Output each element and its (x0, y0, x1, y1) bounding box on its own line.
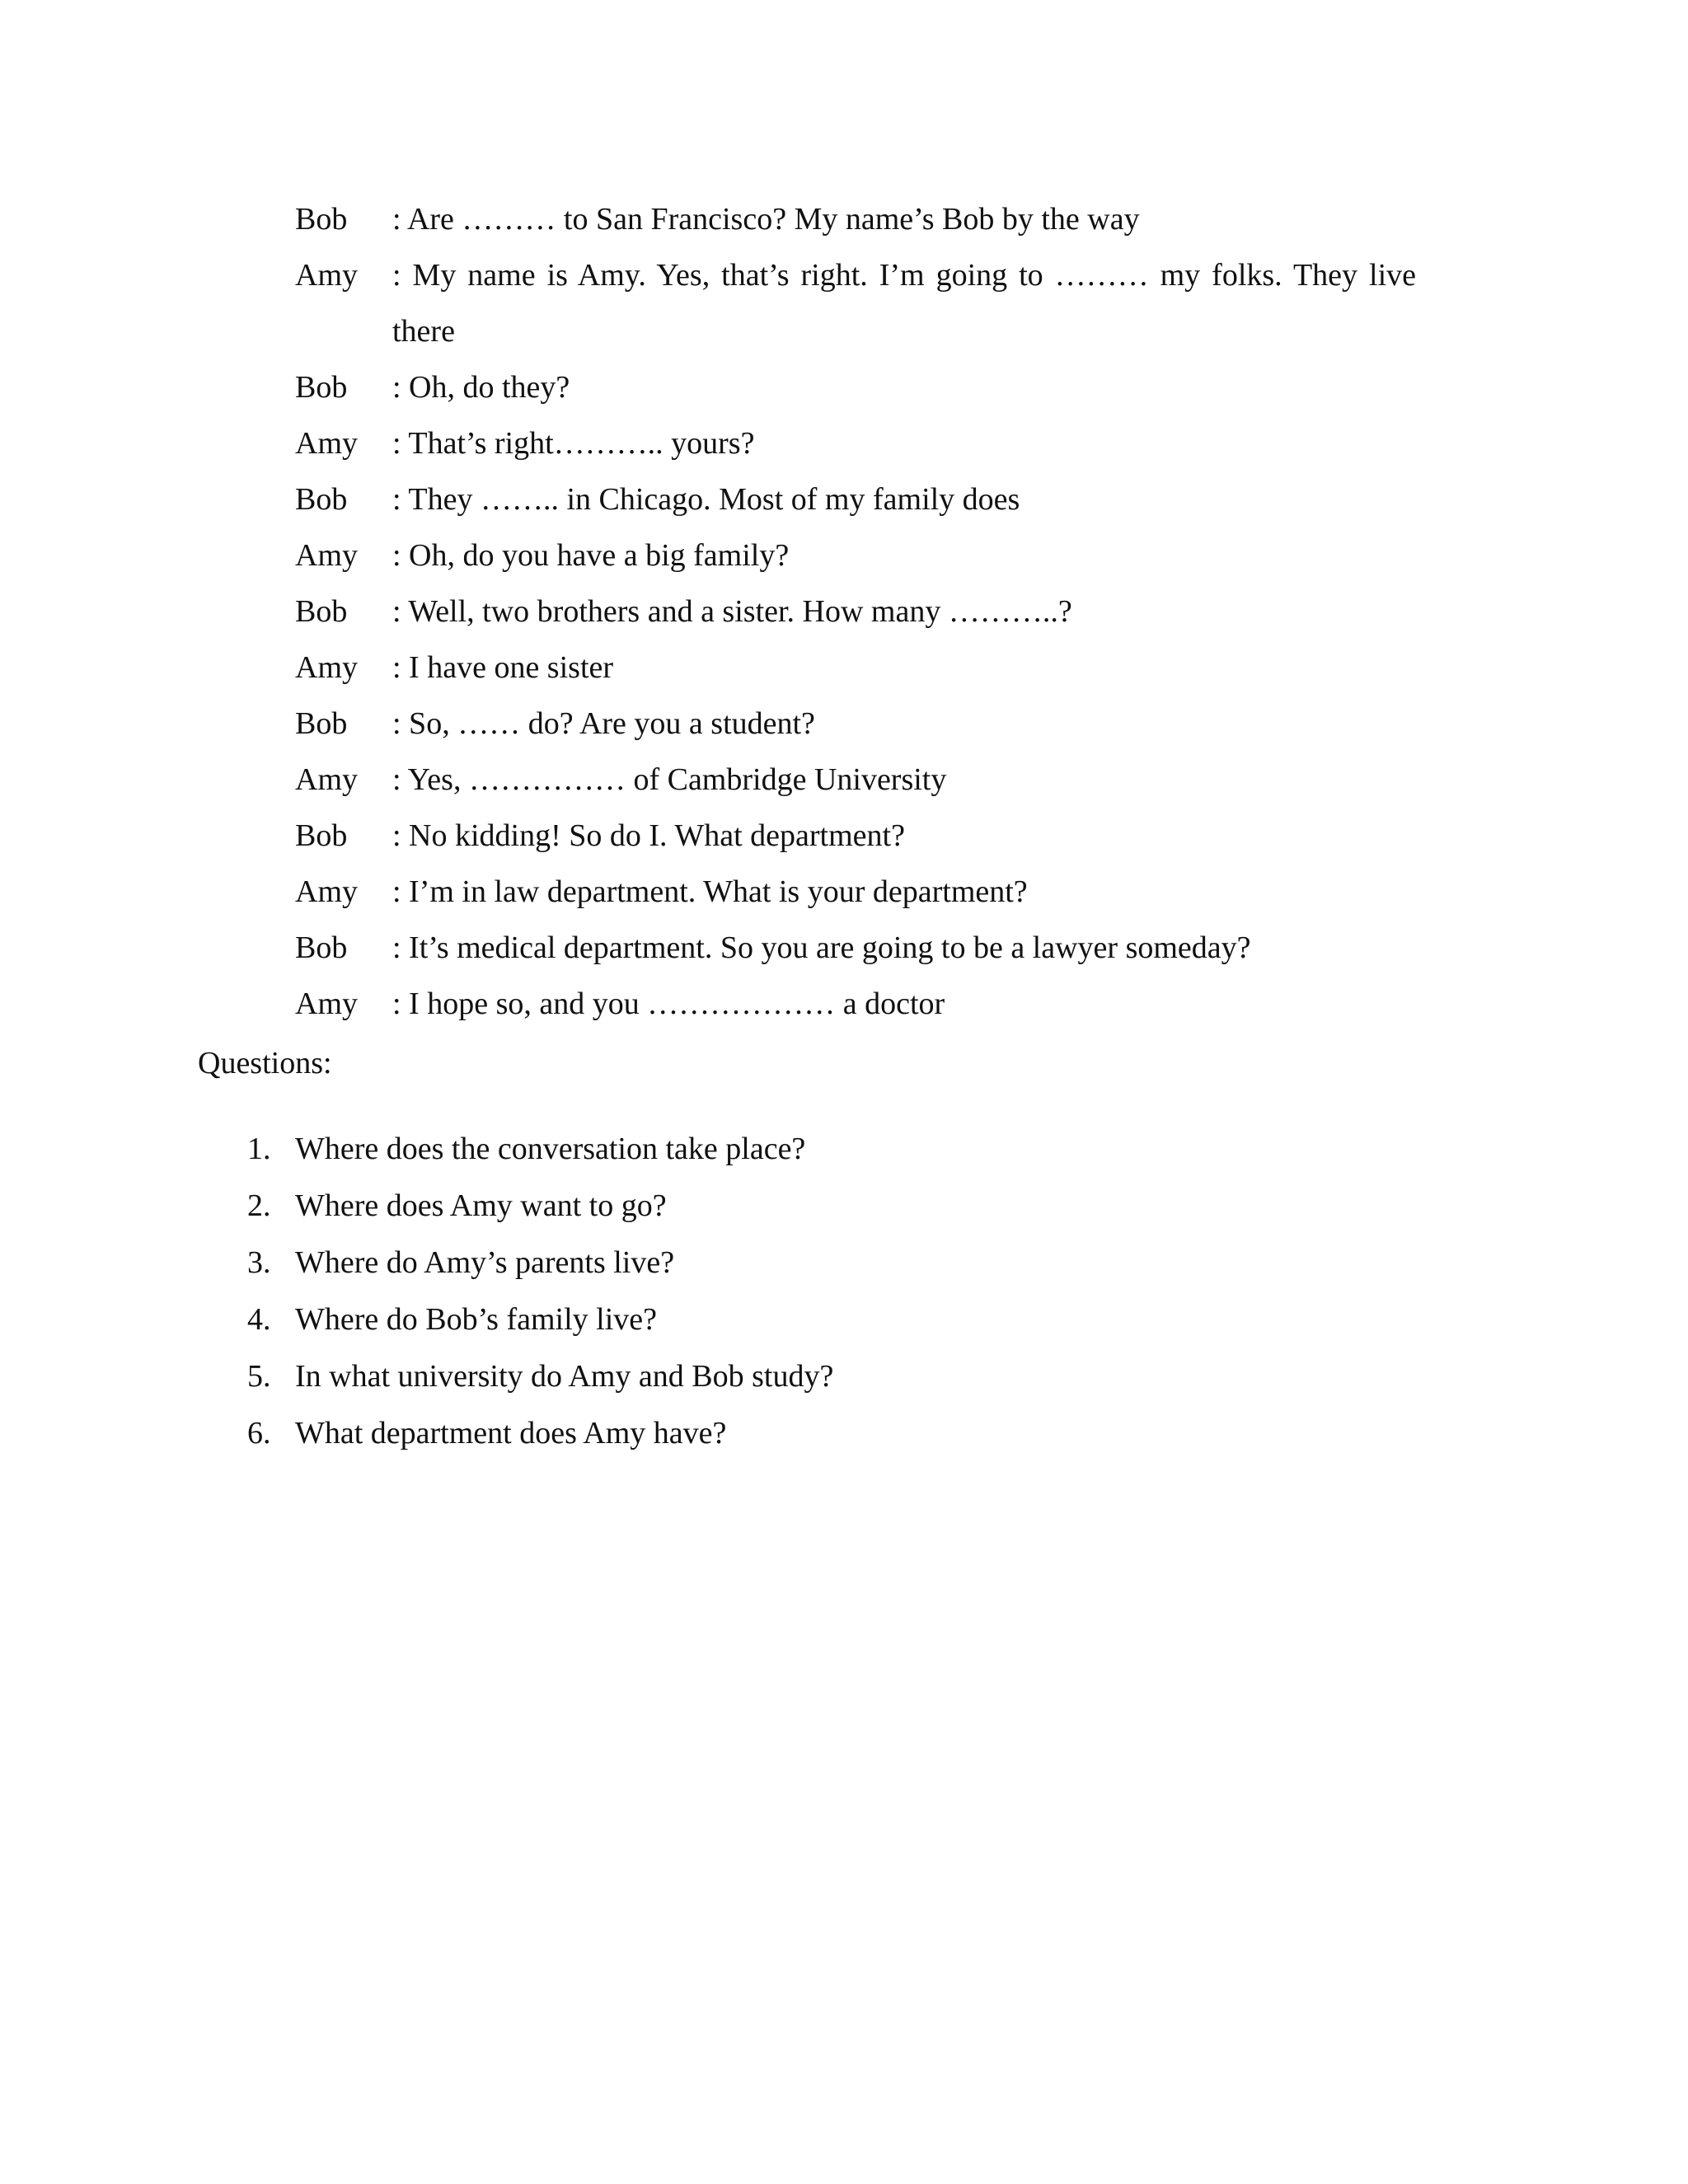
speaker-name: Bob (295, 706, 348, 741)
question-text: Where do Bob’s family live? (295, 1302, 657, 1337)
utterance-text: : I have one sister (392, 650, 614, 685)
question-text: What department does Amy have? (295, 1416, 727, 1451)
question-number: 3. (247, 1245, 271, 1280)
dialogue-line (295, 696, 1416, 752)
questions-heading: Questions: (198, 1046, 332, 1080)
question-item (198, 1121, 1352, 1178)
utterance-text: : My name is Amy. Yes, that’s right. I’m going to ……… my folks. They live there (392, 258, 1416, 349)
dialogue-line (295, 583, 1416, 640)
question-text: Where do Amy’s parents live? (295, 1245, 675, 1280)
speaker-name: Amy (295, 426, 358, 461)
question-text: Where does the conversation take place? (295, 1132, 806, 1166)
utterance-text: : Yes, …………… of Cambridge University (392, 762, 947, 797)
utterance-text: : It’s medical department. So you are going to be a lawyer someday? (392, 930, 1251, 965)
utterance-text: : Well, two brothers and a sister. How many ………..? (392, 594, 1072, 629)
dialogue-line (295, 752, 1416, 808)
question-item (198, 1405, 1352, 1462)
utterance-text: : That’s right……….. yours? (392, 426, 755, 461)
speaker-name: Amy (295, 650, 358, 685)
question-text: Where does Amy want to go? (295, 1188, 667, 1223)
question-number: 4. (247, 1302, 271, 1337)
dialogue-line (295, 415, 1416, 471)
question-number: 2. (247, 1188, 271, 1223)
speaker-name: Bob (295, 370, 348, 405)
dialogue-line (295, 640, 1416, 696)
utterance-text: : Oh, do they? (392, 370, 570, 405)
speaker-name: Amy (295, 762, 358, 797)
dialogue-line (295, 527, 1416, 583)
question-number: 5. (247, 1359, 271, 1394)
dialogue-line (295, 247, 1416, 359)
dialogue-line (295, 920, 1416, 976)
speaker-name: Amy (295, 987, 358, 1021)
speaker-name: Bob (295, 930, 348, 965)
question-item (198, 1235, 1352, 1291)
speaker-name: Bob (295, 202, 348, 237)
speaker-name: Amy (295, 538, 358, 573)
dialogue-line (295, 359, 1416, 415)
utterance-text: : Are ……… to San Francisco? My name’s Bob by the way (392, 202, 1140, 237)
question-item (198, 1291, 1352, 1348)
question-text: In what university do Amy and Bob study? (295, 1359, 834, 1394)
dialogue-line (295, 471, 1416, 527)
questions-list (198, 1121, 1352, 1462)
question-number: 1. (247, 1132, 271, 1166)
utterance-text: : No kidding! So do I. What department? (392, 818, 905, 853)
dialogue-line (295, 808, 1416, 864)
question-item (198, 1348, 1352, 1405)
utterance-text: : I hope so, and you ……………… a doctor (392, 987, 945, 1021)
speaker-name: Bob (295, 482, 348, 517)
speaker-name: Bob (295, 594, 348, 629)
utterance-text: : They …….. in Chicago. Most of my family does (392, 482, 1020, 517)
speaker-name: Amy (295, 874, 358, 909)
dialogue (295, 191, 1416, 1032)
question-number: 6. (247, 1416, 271, 1451)
utterance-text: : I’m in law department. What is your department? (392, 874, 1028, 909)
utterance-text: : Oh, do you have a big family? (392, 538, 790, 573)
speaker-name: Bob (295, 818, 348, 853)
utterance-text: : So, …… do? Are you a student? (392, 706, 815, 741)
question-item (198, 1178, 1352, 1235)
dialogue-line (295, 864, 1416, 920)
dialogue-line (295, 191, 1416, 247)
speaker-name: Amy (295, 258, 358, 293)
dialogue-line (295, 976, 1416, 1032)
